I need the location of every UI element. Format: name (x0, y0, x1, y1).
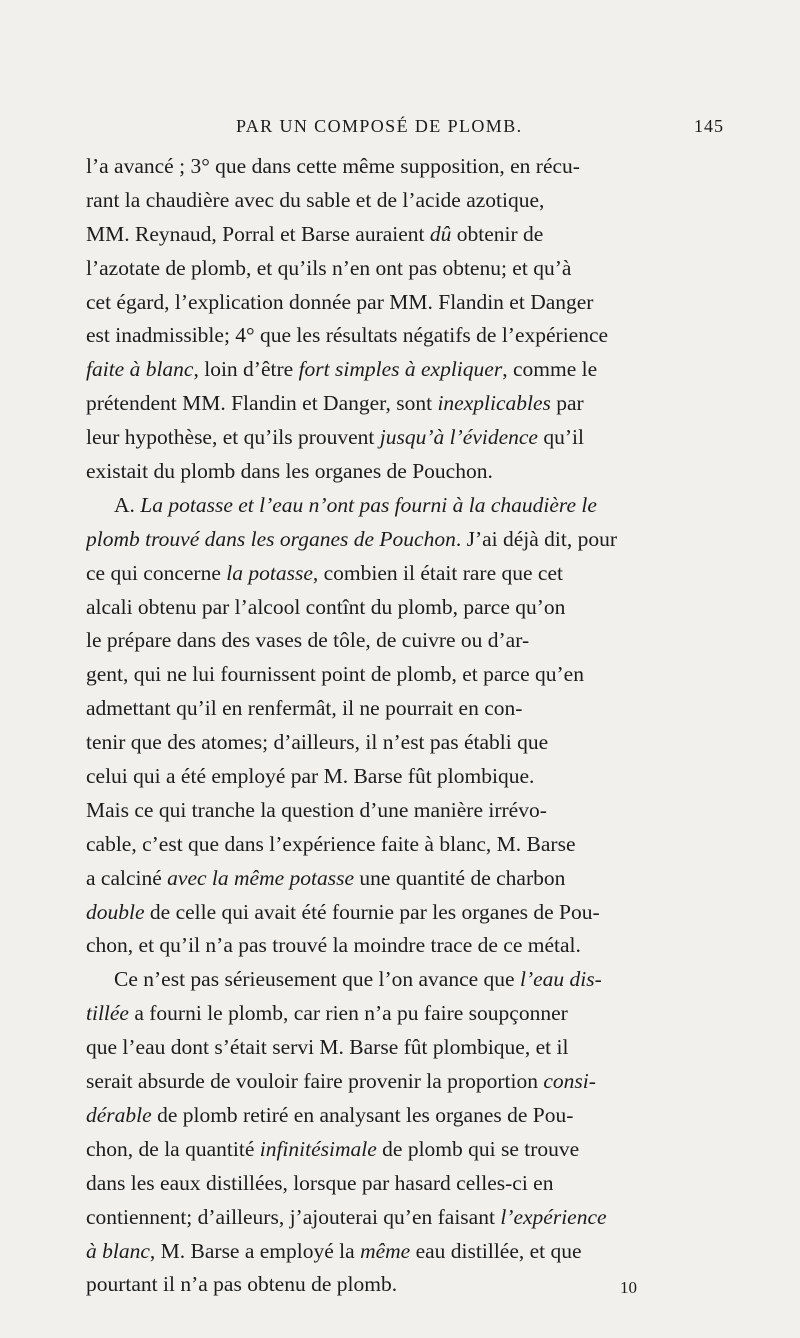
text-line (86, 692, 734, 726)
text-segment: Ce n’est pas sérieusement que l’on avance que (114, 967, 520, 992)
text-segment: de celle qui avait été fournie par les organes de Pou- (144, 899, 600, 924)
text-segment: de plomb qui se trouve (376, 1136, 580, 1161)
text-segment: prétendent MM. Flandin et Danger, sont (86, 391, 438, 416)
text-line (86, 150, 734, 184)
text-segment: tenir que des atomes; d’ailleurs, il n’est pas établi que (86, 730, 549, 755)
italic-text-segment: même (360, 1238, 411, 1263)
text-segment: par (550, 391, 584, 416)
italic-text-segment: plomb trouvé dans les organes de Pouchon (86, 526, 456, 551)
text-line (86, 387, 734, 421)
text-line (86, 1235, 734, 1269)
text-line (86, 591, 734, 625)
text-segment: contiennent; d’ailleurs, j’ajouterai qu’en faisant (86, 1204, 501, 1229)
text-segment: celui qui a été employé par M. Barse fût plombique. (86, 764, 535, 789)
text-segment: de plomb retiré en analysant les organes de Pou- (151, 1102, 574, 1127)
text-segment: leur hypothèse, et qu’ils prouvent (86, 425, 380, 450)
italic-text-segment: La potasse et l’eau n’ont pas fourni à la chaudière le (140, 492, 597, 517)
text-segment: une quantité de charbon (354, 865, 566, 890)
text-line (86, 658, 734, 692)
signature-mark: 10 (620, 1278, 637, 1297)
text-segment: a fourni le plomb, car rien n’a pu faire soupçonner (128, 1001, 568, 1026)
text-segment: existait du plomb dans les organes de Pouchon. (86, 459, 493, 484)
text-segment: Mais ce qui tranche la question d’une manière irrévo- (86, 797, 547, 822)
italic-text-segment: l’eau dis- (519, 967, 602, 992)
text-line (86, 252, 734, 286)
text-line (86, 929, 734, 963)
text-segment: que l’eau dont s’était servi M. Barse fût plombique, et il (86, 1035, 569, 1060)
text-segment: , combien il était rare que cet (312, 560, 563, 585)
text-line (86, 726, 734, 760)
text-segment: serait absurde de vouloir faire provenir la proportion (86, 1069, 544, 1094)
italic-text-segment: consi- (543, 1069, 596, 1094)
text-segment: dans les eaux distillées, lorsque par hasard celles-ci en (86, 1170, 554, 1195)
text-line (86, 997, 734, 1031)
text-line (86, 963, 734, 997)
text-segment: rant la chaudière avec du sable et de l’acide azotique, (86, 187, 545, 212)
text-line (86, 523, 734, 557)
italic-text-segment: inexplicables (437, 391, 551, 416)
body-text (86, 150, 734, 1302)
text-line (86, 1099, 734, 1133)
text-segment: A. (114, 492, 141, 517)
text-line (86, 1167, 734, 1201)
text-segment: ce qui concerne (86, 560, 227, 585)
text-line (86, 862, 734, 896)
text-segment: le prépare dans des vases de tôle, de cuivre ou d’ar- (86, 628, 530, 653)
text-segment: , loin d’être (193, 357, 299, 382)
italic-text-segment: tillée (86, 1001, 129, 1026)
text-segment: chon, et qu’il n’a pas trouvé la moindre trace de ce métal. (86, 933, 581, 958)
text-segment: alcali obtenu par l’alcool contînt du plomb, parce qu’on (86, 594, 566, 619)
text-segment: . J’ai déjà dit, pour (455, 526, 618, 551)
text-line (86, 319, 734, 353)
text-line (86, 421, 734, 455)
text-line (86, 896, 734, 930)
text-segment: gent, qui ne lui fournissent point de plomb, et parce qu’en (86, 662, 584, 687)
text-segment: est inadmissible; 4° que les résultats négatifs de l’expérience (86, 323, 609, 348)
text-segment: cet égard, l’explication donnée par MM. Flandin et Danger (86, 289, 594, 314)
text-line (86, 760, 734, 794)
running-head (0, 116, 800, 140)
italic-text-segment: fort simples à expliquer (298, 357, 503, 382)
text-line (86, 624, 734, 658)
text-line (86, 489, 734, 523)
text-line (86, 218, 734, 252)
italic-text-segment: faite à blanc (86, 357, 194, 382)
text-segment: chon, de la quantité (86, 1136, 260, 1161)
text-segment: cable, c’est que dans l’expérience faite à blanc, M. Barse (86, 831, 576, 856)
text-segment: , M. Barse a employé la (149, 1238, 361, 1263)
text-segment: l’azotate de plomb, et qu’ils n’en ont pas obtenu; et qu’à (86, 255, 572, 280)
italic-text-segment: la potasse (226, 560, 313, 585)
text-line (86, 1065, 734, 1099)
text-segment: MM. Reynaud, Porral et Barse auraient (86, 221, 430, 246)
italic-text-segment: l’expérience (500, 1204, 607, 1229)
italic-text-segment: dû (429, 221, 452, 246)
text-line (86, 1201, 734, 1235)
text-line (86, 286, 734, 320)
text-line (86, 557, 734, 591)
page-number: 145 (694, 116, 724, 136)
text-segment: , comme le (502, 357, 598, 382)
text-segment: obtenir de (451, 221, 544, 246)
text-segment: qu’il (537, 425, 584, 450)
text-line (86, 184, 734, 218)
text-line (86, 1133, 734, 1167)
text-line (86, 455, 734, 489)
text-segment: admettant qu’il en renfermât, il ne pourrait en con- (86, 696, 523, 721)
text-line (86, 828, 734, 862)
text-line (86, 353, 734, 387)
text-segment: eau distillée, et que (410, 1238, 582, 1263)
text-line (86, 1031, 734, 1065)
italic-text-segment: jusqu’à l’évidence (379, 425, 538, 450)
italic-text-segment: dérable (86, 1102, 152, 1127)
italic-text-segment: infinitésimale (259, 1136, 377, 1161)
text-segment: pourtant il n’a pas obtenu de plomb. (86, 1272, 398, 1297)
italic-text-segment: avec la même potasse (167, 865, 355, 890)
italic-text-segment: double (86, 899, 145, 924)
italic-text-segment: à blanc (86, 1238, 150, 1263)
text-segment: l’a avancé ; 3° que dans cette même supposition, en récu- (86, 154, 580, 178)
running-head-title: PAR UN COMPOSÉ DE PLOMB. (236, 116, 523, 136)
text-line (86, 794, 734, 828)
text-segment: a calciné (86, 865, 168, 890)
